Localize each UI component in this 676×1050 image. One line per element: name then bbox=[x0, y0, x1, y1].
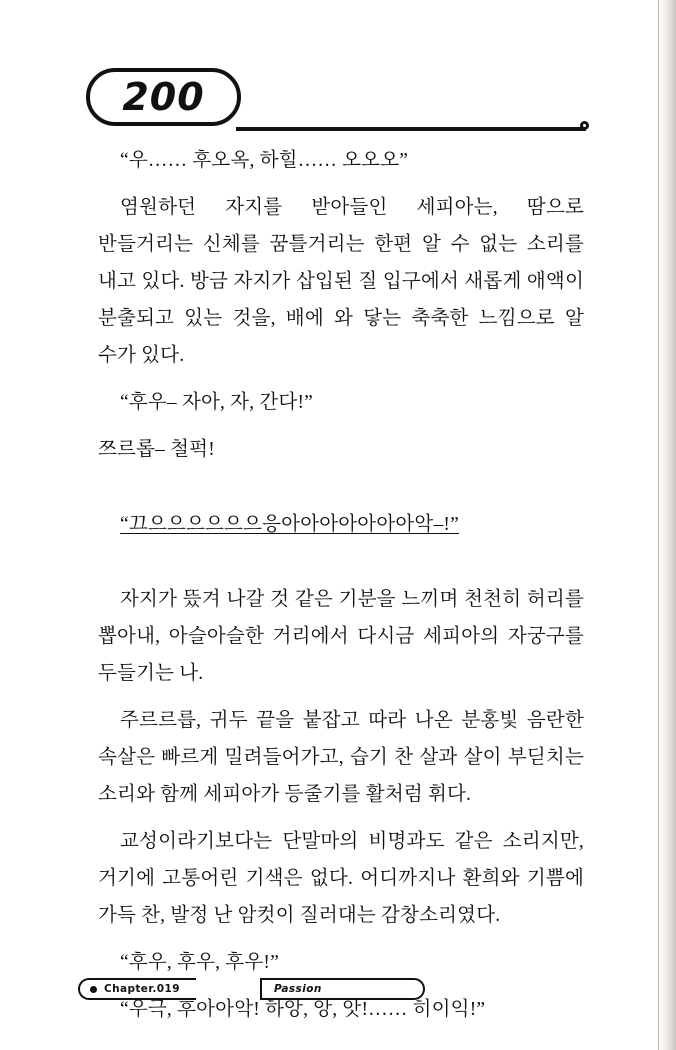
footer-chapter-title bbox=[260, 978, 425, 1000]
page-footer bbox=[78, 978, 598, 1002]
footer-chapter-text: Chapter.019 bbox=[104, 983, 180, 995]
page-edge-line bbox=[658, 0, 659, 1050]
paragraph: 교성이라기보다는 단말마의 비명과도 같은 소리지만, 거기에 고통어린 기색은 없다. 어디까지나 환희와 기쁨에 가득 찬, 발정 난 암컷이 질러대는 감창소리였다. bbox=[98, 831, 584, 926]
header-end-dot-icon bbox=[580, 121, 589, 130]
paragraph: 주르르릅, 귀두 끝을 붙잡고 따라 나온 분홍빛 음란한 속살은 빠르게 밀려들어가고, 습기 찬 살과 살이 부딛치는 소리와 함께 세피아가 등줄기를 활처럼 휘다. bbox=[98, 710, 584, 805]
paragraph: “끄으으으으으으응아아아아아아아악–!” bbox=[120, 514, 459, 535]
paragraph: 쯔르롭– 철퍽! bbox=[98, 439, 215, 460]
paragraph: “후우– 자아, 자, 간다!” bbox=[120, 392, 313, 413]
page-edge-shadow bbox=[658, 0, 676, 1050]
body-text bbox=[98, 142, 584, 1028]
chapter-number-badge bbox=[86, 68, 241, 126]
paragraph: 자지가 뜼겨 나갈 것 같은 기분을 느끼며 천천히 허리를 뽑아내, 아슬아슬한 거리에서 다시금 세피아의 자궁구를 두들기는 나. bbox=[98, 589, 584, 684]
paragraph: 염원하던 자지를 받아들인 세피아는, 땀으로 반들거리는 신체를 꿈틀거리는 한편 알 수 없는 소리를 내고 있다. 방금 자지가 삽입된 질 입구에서 새롭게 애액이 분출되고 있는 것을, 배에 와 닿는 축축한 느낌으로 알 수가 있다. bbox=[98, 197, 584, 366]
chapter-number-text: 200 bbox=[122, 75, 205, 119]
paragraph: “우극, 후아아악! 하앙, 앙, 앗!…… 히이익!” bbox=[120, 999, 486, 1020]
paragraph: “후우, 후우, 후우!” bbox=[120, 952, 279, 973]
bullet-icon bbox=[90, 986, 97, 993]
footer-title-text: Passion bbox=[274, 983, 322, 995]
chapter-header bbox=[86, 68, 606, 140]
paragraph: “우…… 후오옥, 하힐…… 오오오” bbox=[120, 150, 409, 171]
footer-chapter-label bbox=[78, 978, 196, 1000]
header-rule bbox=[236, 127, 586, 131]
